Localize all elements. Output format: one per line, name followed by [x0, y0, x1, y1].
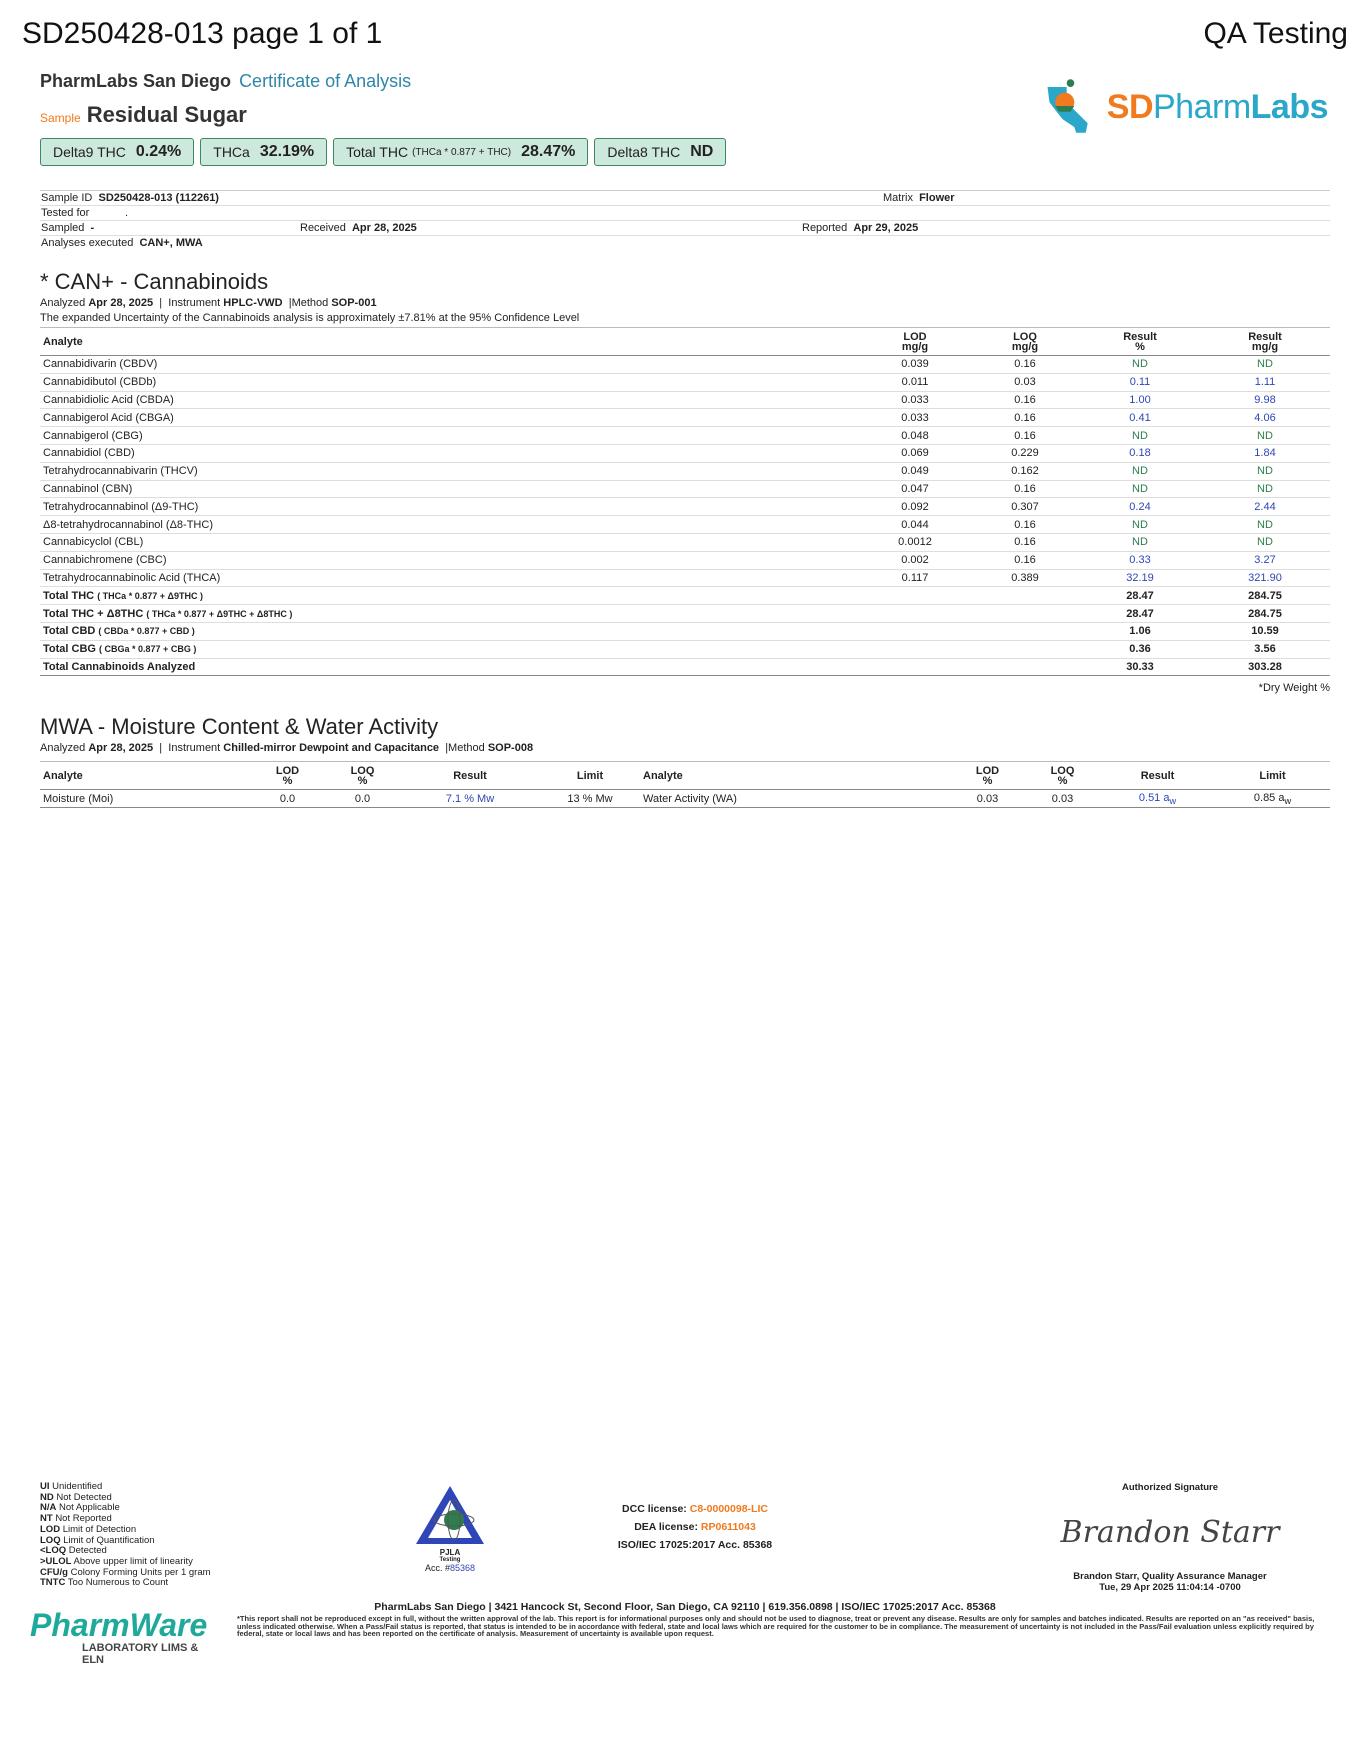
analyte-name: Tetrahydrocannabivarin (THCV) — [43, 465, 198, 478]
total-label: Total CBD ( CBDa * 0.877 + CBD ) — [43, 625, 195, 638]
legend-item: CFU/g Colony Forming Units per 1 gram — [40, 1566, 211, 1578]
analyte-name: Δ8-tetrahydrocannabinol (Δ8-THC) — [43, 518, 213, 531]
result-mg: ND — [1257, 429, 1273, 442]
loq-value: 0.16 — [1014, 482, 1036, 495]
total-mg: 303.28 — [1248, 660, 1282, 673]
lab-name: PharmLabs San Diego — [40, 70, 232, 91]
result-mg: ND — [1257, 536, 1273, 549]
table-row — [40, 427, 1330, 445]
result-mg: ND — [1257, 358, 1273, 371]
uncertainty-note: The expanded Uncertainty of the Cannabinoids analysis is approximately ±7.81% at the 95% Confidence Level — [40, 312, 580, 324]
signature-image: Brandon Starr — [1060, 1514, 1280, 1550]
result-mg: 4.06 — [1254, 411, 1276, 424]
analyte-name: Cannabidiol (CBD) — [43, 447, 135, 460]
result-pct: 1.00 — [1129, 393, 1151, 406]
lod-value: 0.0012 — [898, 536, 932, 549]
legend-item: N/A Not Applicable — [40, 1502, 120, 1514]
total-row — [40, 658, 1330, 676]
loq-value: 0.16 — [1014, 518, 1036, 531]
moisture-table — [40, 761, 1330, 808]
total-pct: 30.33 — [1126, 660, 1154, 673]
table-row — [40, 516, 1330, 534]
lod-value: 0.047 — [901, 482, 929, 495]
analyte-name: Tetrahydrocannabinol (Δ9-THC) — [43, 500, 199, 513]
result-mg: ND — [1257, 482, 1273, 495]
badge-total-thc: Total THC (THCa * 0.877 + THC) 28.47% — [333, 138, 588, 166]
table-row — [40, 551, 1330, 569]
total-label: Total THC ( THCa * 0.877 + Δ9THC ) — [43, 589, 203, 602]
col-lod: LOD mg/g — [901, 330, 929, 353]
result-mg: ND — [1257, 518, 1273, 531]
total-pct: 28.47 — [1126, 589, 1154, 602]
cannabinoids-header-row — [40, 328, 1330, 356]
loq-value: 0.16 — [1014, 536, 1036, 549]
total-row — [40, 640, 1330, 658]
result-pct: 0.33 — [1129, 554, 1151, 567]
loq-value: 0.16 — [1014, 411, 1036, 424]
info-row-analyses: Analyses executed CAN+, MWA — [41, 237, 203, 249]
total-mg: 3.56 — [1254, 643, 1276, 656]
license-info: DCC license: C8-0000098-LIC DEA license: RP0611043 ISO/IEC 17025:2017 Acc. 85368 — [617, 1503, 773, 1551]
lod-value: 0.002 — [901, 554, 929, 567]
result-mg: 2.44 — [1254, 500, 1276, 513]
result-mg: ND — [1257, 465, 1273, 478]
info-row-dates: Sampled - Received Apr 28, 2025 Reported Apr 29, 2025 — [40, 221, 1330, 236]
result-mg: 3.27 — [1254, 554, 1276, 567]
result-pct: 0.24 — [1129, 500, 1151, 513]
table-row — [40, 569, 1330, 587]
total-row — [40, 622, 1330, 640]
lod-value: 0.069 — [901, 447, 929, 460]
lod-value: 0.011 — [901, 376, 929, 389]
pjla-acc-number: Acc. #85368 — [424, 1563, 476, 1573]
lod-value: 0.049 — [901, 465, 929, 478]
page-id: SD250428-013 page 1 of 1 — [22, 17, 383, 50]
summary-badges — [40, 138, 1330, 166]
badge-delta8-thc: Delta8 THC ND — [594, 138, 726, 166]
moisture-meta: Analyzed Apr 28, 2025 | Instrument Chilled-mirror Dewpoint and Capacitance |Method SOP-008 — [40, 742, 534, 755]
total-pct: 28.47 — [1126, 607, 1154, 620]
table-row — [40, 533, 1330, 551]
loq-value: 0.229 — [1011, 447, 1039, 460]
analyte-name: Cannabinol (CBN) — [43, 482, 133, 495]
footer — [40, 1482, 1330, 1682]
info-row-sample-id: Sample ID SD250428-013 (112261) Matrix Flower — [40, 191, 1330, 206]
table-row — [40, 409, 1330, 427]
footer-disclaimer: *This report shall not be reproduced except in full, without the written approval of the lab. This report is for informational purposes only and should not be used to diagnose, treat or prevent any disease. Results are only for samples and batches indicated. Results are reported on an "as received" basis, unless indicated otherwise. When a Pass/Fail status is reported, that status is intended to be in accordance with federal, state and local laws which are required for the customer to be in compliance. The measurement of uncertainty is not included in the Pass/Fail evaluation unless explicitly required by federal, state or local laws and has been reported on the certificate of analysis. Measurement of uncertainty is available upon request. — [237, 1614, 1315, 1638]
total-pct: 0.36 — [1129, 643, 1151, 656]
logo-wordmark: SDPharmLabs — [1106, 87, 1328, 126]
total-label: Total Cannabinoids Analyzed — [43, 660, 196, 673]
lod-value: 0.033 — [901, 411, 929, 424]
result-pct: 0.41 — [1129, 411, 1151, 424]
cannabinoids-meta: Analyzed Apr 28, 2025 | Instrument HPLC-VWD |Method SOP-001 — [40, 297, 377, 309]
result-pct: ND — [1132, 536, 1148, 549]
pharmware-logo: PharmWare LABORATORY LIMS & ELN — [30, 1607, 208, 1666]
loq-value: 0.16 — [1014, 429, 1036, 442]
badge-thca: THCa 32.19% — [200, 138, 327, 166]
analyte-name: Cannabidibutol (CBDb) — [43, 376, 157, 389]
lod-value: 0.048 — [901, 429, 929, 442]
table-row — [40, 462, 1330, 480]
legend-item: NT Not Reported — [40, 1513, 112, 1525]
moisture-title: MWA - Moisture Content & Water Activity — [40, 714, 439, 740]
legend-item: LOQ Limit of Quantification — [40, 1534, 155, 1546]
result-pct: ND — [1132, 429, 1148, 442]
loq-value: 0.162 — [1011, 465, 1039, 478]
analyte-name: Cannabigerol Acid (CBGA) — [43, 411, 174, 424]
legend-item: UI Unidentified — [40, 1481, 103, 1492]
lod-value: 0.092 — [901, 500, 929, 513]
total-row — [40, 587, 1330, 605]
total-row — [40, 605, 1330, 623]
legend-item: ND Not Detected — [40, 1491, 112, 1503]
analyte-name: Cannabigerol (CBG) — [43, 429, 143, 442]
total-mg: 284.75 — [1248, 589, 1282, 602]
total-mg: 284.75 — [1248, 607, 1282, 620]
col-result-pct: Result % — [1123, 330, 1157, 353]
result-mg: 1.11 — [1254, 376, 1276, 389]
dry-weight-note: *Dry Weight % — [1258, 682, 1330, 695]
result-mg: 9.98 — [1254, 393, 1276, 406]
lod-value: 0.044 — [901, 518, 929, 531]
abbreviation-legend — [40, 1482, 211, 1589]
result-mg: 1.84 — [1254, 447, 1276, 460]
result-pct: ND — [1132, 465, 1148, 478]
qa-testing-title: QA Testing — [1203, 17, 1348, 50]
legend-item: LOD Limit of Detection — [40, 1523, 137, 1535]
analyte-name: Cannabidiolic Acid (CBDA) — [43, 393, 174, 406]
loq-value: 0.389 — [1011, 571, 1039, 584]
analyte-name: Cannabidivarin (CBDV) — [43, 358, 158, 371]
cannabinoids-title: * CAN+ - Cannabinoids — [40, 269, 269, 294]
total-label: Total THC + Δ8THC ( THCa * 0.877 + Δ9THC + Δ8THC ) — [43, 607, 293, 620]
pjla-logo-icon — [410, 1482, 490, 1552]
loq-value: 0.16 — [1014, 358, 1036, 371]
result-pct: ND — [1132, 358, 1148, 371]
result-pct: 0.11 — [1129, 376, 1151, 389]
analyte-name: Cannabicyclol (CBL) — [43, 536, 144, 549]
result-pct: ND — [1132, 518, 1148, 531]
col-analyte: Analyte — [43, 335, 83, 348]
info-row-tested-for: Tested for . — [40, 206, 1330, 221]
legend-item: >ULOL Above upper limit of linearity — [40, 1555, 193, 1567]
sample-name: Residual Sugar — [86, 102, 247, 127]
table-row — [40, 444, 1330, 462]
sample-line — [40, 102, 1330, 130]
result-pct: 0.18 — [1129, 447, 1151, 460]
total-mg: 10.59 — [1251, 625, 1279, 638]
loq-value: 0.16 — [1014, 393, 1036, 406]
page-header — [22, 14, 1348, 54]
lab-line — [40, 68, 1330, 94]
table-row — [40, 356, 1330, 374]
authorized-signature: Authorized Signature Brandon Starr Brandon Starr, Quality Assurance Manager Tue, 29 Apr 2025 11:04:14 -0700 — [1060, 1482, 1280, 1593]
lod-value: 0.117 — [901, 571, 929, 584]
pjla-accreditation: PJLA Testing Acc. #85368 — [405, 1482, 495, 1573]
moisture-row: Moisture (Moi) 0.0 0.0 7.1 % Mw 13 % Mw Water Activity (WA) 0.03 0.03 0.51 $a_w$ 0.85 $a_w$ — [40, 790, 1330, 808]
table-row — [40, 480, 1330, 498]
document-type: Certificate of Analysis — [239, 70, 412, 91]
table-row — [40, 391, 1330, 409]
result-pct: ND — [1132, 482, 1148, 495]
analyte-name: Cannabichromene (CBC) — [43, 554, 167, 567]
badge-delta9-thc: Delta9 THC 0.24% — [40, 138, 194, 166]
lod-value: 0.039 — [901, 358, 929, 371]
sample-label: Sample — [40, 111, 81, 125]
table-row — [40, 498, 1330, 516]
result-pct: 32.19 — [1126, 571, 1154, 584]
loq-value: 0.16 — [1014, 554, 1036, 567]
footer-address: PharmLabs San Diego | 3421 Hancock St, Second Floor, San Diego, CA 92110 | 619.356.0898 | ISO/IEC 17025:2017 Acc. 85368 — [374, 1601, 996, 1613]
cannabinoids-table — [40, 327, 1330, 676]
moisture-header-row: Analyte LOD % LOQ % Result Limit Analyte LOD % LOQ % Result Limit — [40, 762, 1330, 790]
lod-value: 0.033 — [901, 393, 929, 406]
loq-value: 0.307 — [1011, 500, 1039, 513]
sample-info — [40, 190, 1330, 251]
legend-item: TNTC Too Numerous to Count — [40, 1577, 169, 1589]
loq-value: 0.03 — [1014, 376, 1036, 389]
col-loq: LOQ mg/g — [1011, 330, 1039, 353]
total-label: Total CBG ( CBGa * 0.877 + CBG ) — [43, 643, 197, 656]
legend-item: <LOQ Detected — [40, 1545, 107, 1557]
result-mg: 321.90 — [1248, 571, 1282, 584]
table-row — [40, 373, 1330, 391]
col-result-mg: Result mg/g — [1248, 330, 1282, 353]
analyte-name: Tetrahydrocannabinolic Acid (THCA) — [43, 571, 221, 584]
total-pct: 1.06 — [1129, 625, 1151, 638]
